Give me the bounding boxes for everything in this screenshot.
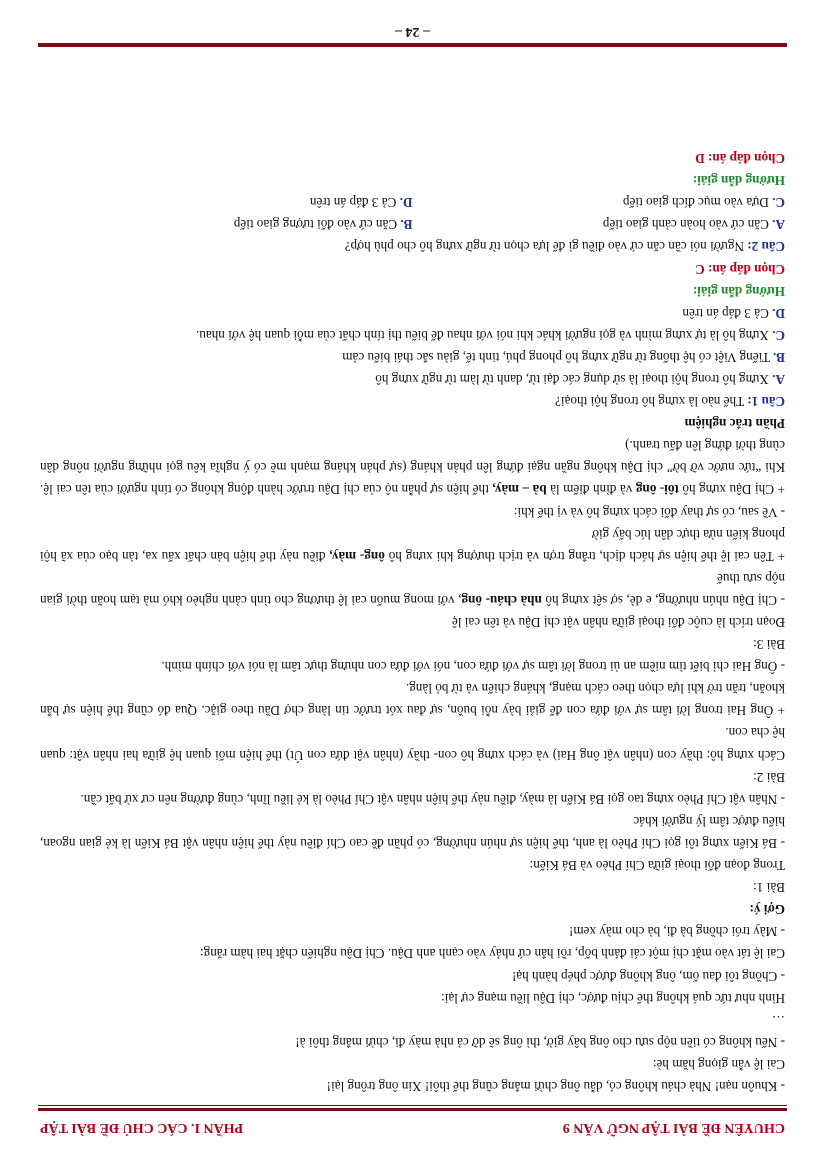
passage-line: … (771, 1012, 785, 1028)
question-label: Câu 1: (747, 394, 785, 410)
trac-nghiem-heading: Phần trắc nghiệm (684, 416, 785, 432)
bold-term: tôi- ông (635, 482, 679, 498)
guide-heading: Hướng dẫn giải: (692, 283, 785, 299)
header-section-title: PHẦN I. CÁC CHỦ ĐỀ BÀI TẬP (40, 1120, 244, 1135)
bai-1-line: - Nhân vật Chí Phèo xưng tao gọi Bá Kiến là mày, điều này thể hiện nhân vật Chí Phèo là kẻ liều lĩnh, cùng đường nên cư xử bất cần. (80, 791, 785, 807)
text-run: + Tên cai lệ thể hiện sự hách dịch, trắng trợn và trịch thượng khi xưng hô (384, 548, 785, 564)
bai-2-line: - Ông Hai chỉ biết tìm niềm an ủi trong lời tâm sự với đứa con, nói với đứa con nhưng thực tâm là nói với chính mình. (161, 659, 785, 675)
option-label: C. (772, 195, 785, 211)
bai-3-line: - Về sau, có sự thay đổi cách xưng hô và vị thế khi: (513, 504, 785, 520)
header-rule (38, 1108, 787, 1111)
page-content (40, 147, 785, 1097)
answer-line: Chọn đáp án: C (695, 261, 785, 277)
bai-3-line (40, 434, 785, 500)
bai-1-label: Bài 1: (753, 880, 785, 896)
option-text: Căn cứ vào đối tượng giao tiếp (233, 217, 401, 233)
passage-line: Hình như tức quá không thể chịu được, chị Dậu liều mạng cự lại: (441, 990, 785, 1006)
option-label: B. (400, 217, 413, 233)
option-label: D. (399, 195, 413, 211)
text-run: điều này thể hiện bản chất xấu xa, tàn bạo của xã hội phong kiến nửa thực dân lúc bấy giờ (39, 526, 785, 564)
options-row (40, 213, 785, 235)
bold-term: ông- mày, (329, 548, 385, 564)
header-series-title: CHUYÊN ĐỀ BÀI TẬP NGỮ VĂN 9 (562, 1120, 785, 1135)
text-run: và đỉnh điểm là (546, 482, 636, 498)
guide-heading: Hướng dẫn giải: (692, 173, 785, 189)
passage-line: Cai lệ vẫn giọng hầm hè: (652, 1056, 785, 1072)
option-text: Dựa vào mục đích giao tiếp (622, 195, 773, 211)
option-label: A. (772, 217, 785, 233)
text-run: - Chị Dậu nhún nhường, e dè, sợ sệt xưng hô (541, 592, 785, 608)
passage-line: - Nếu không có tiền nộp sưu cho ông bây giờ, thì ông sẽ dỡ cả nhà mày đi, chửi mắng thôi à! (295, 1034, 785, 1050)
option-label: C. (772, 327, 785, 343)
question-text: Người nói cần căn cứ vào điều gì để lựa chọn từ ngữ xưng hô cho phù hợp? (344, 239, 748, 255)
passage-line: - Khuôn nạn! Nhà cháu không có, dẫu ông chửi mắng cũng thế thôi! Xin ông trông lại! (326, 1079, 785, 1094)
bold-term: bà – mày, (492, 482, 547, 498)
option-c (413, 191, 786, 213)
option-text: Cả 3 đáp án trên (682, 305, 773, 321)
bai-1-line: - Bá Kiến xưng tôi gọi Chí Phèo là anh, thể hiện sự nhún nhường, có phần đề cao Chí điều này thể hiện nhân vật Bá Kiến là kẻ gian ngoan, hiểu được tâm lý người khác (40, 813, 785, 851)
goi-y-heading: Gợi ý: (749, 902, 785, 918)
option-text: Xưng hô trong hội thoại là sử dụng các đại từ, danh từ làm từ ngữ xưng hô (375, 372, 773, 387)
bai-3-line (40, 523, 785, 567)
page-number: – 24 – (395, 24, 430, 39)
bai-3-label: Bài 3: (753, 637, 785, 653)
option-label: A. (772, 372, 785, 387)
answer-line: Chọn đáp án: D (695, 151, 785, 167)
option-b (40, 346, 785, 368)
header-rule-thin (38, 1105, 787, 1106)
question-1 (40, 390, 785, 412)
option-a (40, 368, 785, 390)
option-text: Căn cứ vào hoàn cảnh giao tiếp (602, 217, 773, 233)
bai-3-line (40, 567, 785, 611)
option-text: Cả 3 đáp án trên (309, 195, 400, 211)
text-run: , với mong muốn cai lệ thương cho tình cảnh nghèo khó mà tạm hoãn thời gian nộp sưu thuế (40, 570, 785, 608)
option-c (40, 324, 785, 346)
option-d (40, 302, 785, 324)
option-d (40, 191, 413, 213)
text-run: + Chị Dậu xưng hô (678, 482, 785, 498)
page-header (40, 1113, 785, 1135)
passage-line: - Mày trói chồng bà đi, bà cho mày xem! (568, 924, 785, 940)
text-run: thể hiện sự phẫn nộ của chị Dậu trước hành động không có tính người của tên cai lệ. Khi “tức nước vỡ bờ” chị Dậu không ngần ngại đứng lên phản kháng (sự phản kháng mạnh mẽ có ý nghĩa kêu gọi những người nông dân cùng thời đứng lên đấu tranh.) (39, 438, 785, 498)
question-text: Thế nào là xưng hô trong hội thoại? (555, 394, 748, 410)
bai-2-line: Cách xưng hô: thầy con (nhân vật ông Hai) và cách xưng hô con- thầy (nhân vật đứa con Út) thể hiện mối quan hệ giữa hai nhân vật: quan hệ cha con. (40, 725, 785, 763)
option-text: Xưng hô là tự xưng mình và gọi người khác khi nói với nhau để biểu thị tính chất của mỗi quan hệ với nhau. (195, 327, 773, 343)
bai-2-label: Bài 2: (753, 769, 785, 785)
option-b (40, 213, 413, 235)
option-text: Tiếng Việt có hệ thống từ ngữ xưng hô phong phú, tinh tế, giàu sắc thái biểu cảm (342, 349, 773, 365)
bai-3-intro: Đoạn trích là cuộc đối thoại giữa nhân vật chị Dậu và tên cai lệ (451, 615, 785, 631)
question-2 (40, 235, 785, 257)
bai-2-line: + Ông Hai trong lời tâm sự với đứa con để giải bày nỗi buồn, sự đau xót trước tin làng chợ Dầu theo giặc. Qua đó cũng thể hiện sự bẵn khoăn, trăn trở khi lựa chọn theo cách mạng, kháng chiến và từ bỏ làng. (40, 681, 785, 719)
footer-rule (38, 43, 787, 47)
passage-line: - Chồng tôi đau ốm, ông không được phép hành hạ! (511, 968, 785, 984)
option-label: B. (772, 349, 785, 365)
bai-1-line: Trong đoạn đối thoại giữa Chí Phèo và Bá Kiến: (529, 858, 785, 874)
question-label: Câu 2: (747, 239, 785, 255)
option-label: D. (772, 305, 785, 321)
option-a (413, 213, 786, 235)
passage-line: Cai lệ tát vào mặt chị một cái đánh bốp, rồi hắn cứ nhảy vào cạnh anh Dậu. Chị Dậu nghiến chặt hai hàm răng: (199, 946, 785, 962)
bold-term: nhà cháu- ông (461, 592, 542, 608)
options-row (40, 191, 785, 213)
